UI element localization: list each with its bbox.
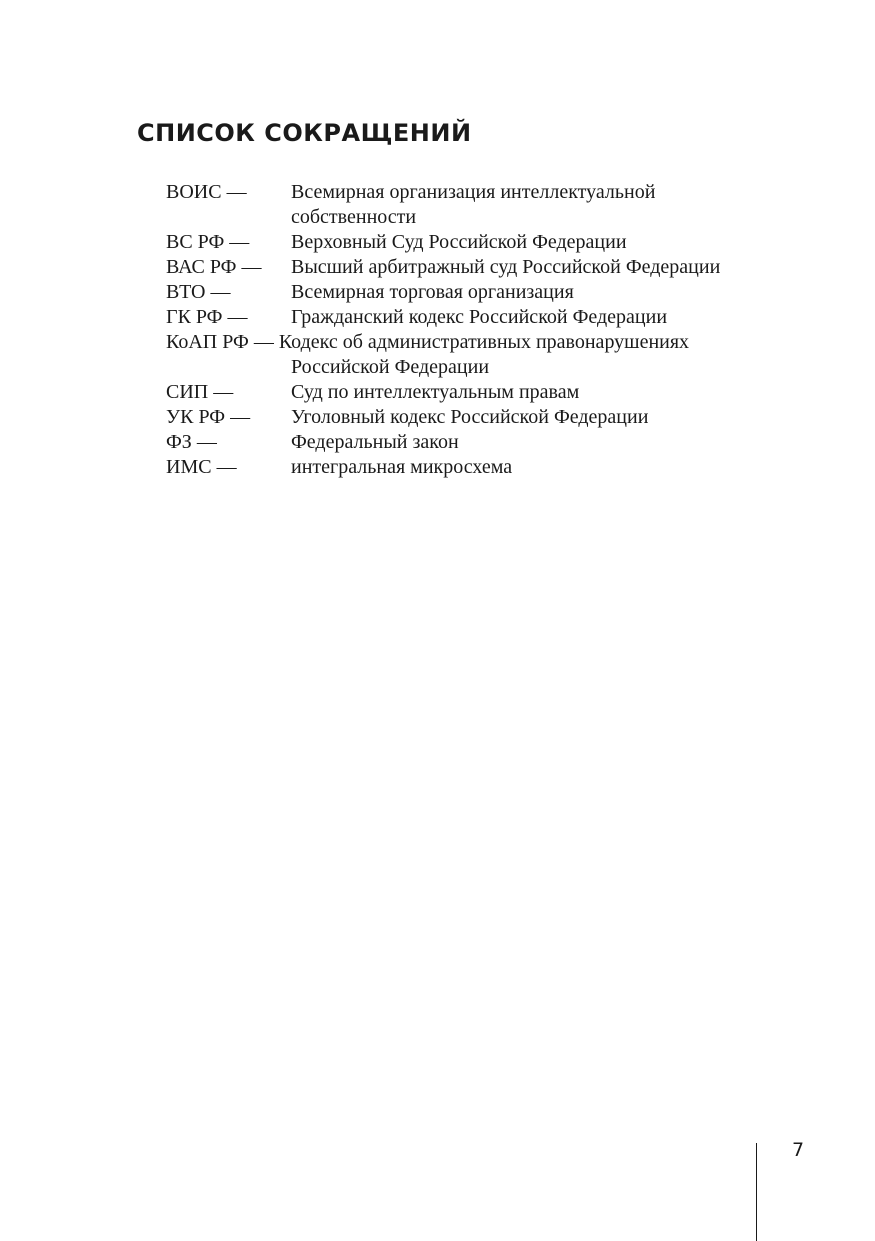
page-number: 7 [792,1139,805,1161]
list-item [166,330,806,380]
abbreviation-term: ИМС — [166,456,237,478]
list-item [166,180,806,230]
abbreviation-term: СИП — [166,381,234,403]
abbreviation-description: интегральная микросхема [291,456,513,478]
abbreviation-description: Высший арбитражный суд Российской Федерации [291,256,721,278]
abbreviation-description: Суд по интеллектуальным правам [291,381,580,403]
abbreviation-term: ВОИС — [166,181,247,203]
abbreviation-description: Гражданский кодекс Российской Федерации [291,306,668,328]
list-item [166,255,806,280]
abbreviation-description: Федеральный закон [291,431,459,453]
abbreviation-description: Всемирная организация интеллектуальной собственности [291,181,656,228]
abbreviation-term: УК РФ — [166,406,251,428]
abbreviation-description-continued: Российской Федерации [291,356,490,378]
page-title: СПИСОК СОКРАЩЕНИЙ [137,119,472,147]
list-item [166,455,806,480]
abbreviation-description: Всемирная торговая организация [291,281,574,303]
abbreviation-term: ГК РФ — [166,306,248,328]
list-item [166,380,806,405]
abbreviation-term: ВАС РФ — [166,256,262,278]
abbreviation-description: Верховный Суд Российской Федерации [291,231,627,253]
abbreviation-description: Уголовный кодекс Российской Федерации [291,406,649,428]
page-number-divider [756,1143,757,1241]
abbreviation-term: ФЗ — [166,431,217,453]
list-item [166,430,806,455]
list-item [166,405,806,430]
abbreviation-list [166,180,806,480]
abbreviation-term: КоАП РФ — [166,331,274,353]
abbreviation-term: ВС РФ — [166,231,250,253]
abbreviation-description: Кодекс об административных правонарушениях [278,331,690,353]
list-item [166,305,806,330]
list-item [166,230,806,255]
list-item [166,280,806,305]
abbreviation-term: ВТО — [166,281,231,303]
